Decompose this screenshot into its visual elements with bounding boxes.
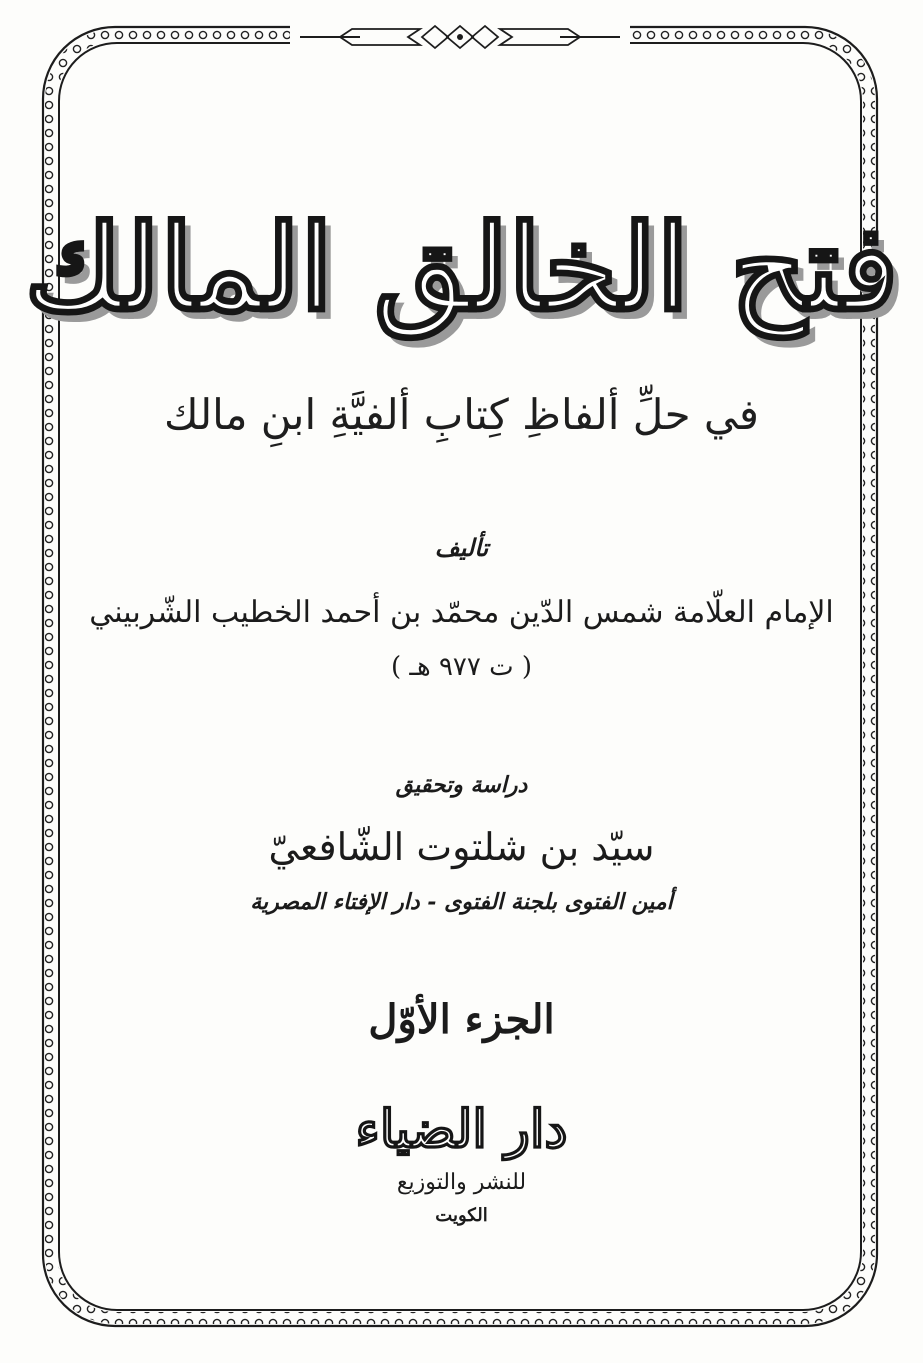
publisher-logo-text: دار الضياء [355, 1099, 568, 1160]
editor-name: سيّد بن شلتوت الشّافعيّ [268, 825, 655, 869]
publisher-subtitle: للنشر والتوزيع [396, 1170, 527, 1195]
author-death-date: ( ت ٩٧٧ هـ ) [390, 652, 533, 682]
book-subtitle: في حلِّ ألفاظِ كِتابِ ألفيَّةِ ابنِ مالك [163, 390, 760, 439]
book-title: فتح الخالق المالك [24, 198, 899, 337]
diamond-ornament-icon [290, 24, 630, 50]
editor-role: أمين الفتوى بلجنة الفتوى - دار الإفتاء المصرية [250, 889, 673, 915]
publisher-city: الكويت [435, 1205, 488, 1226]
volume-label: الجزء الأوّل [368, 996, 555, 1043]
author-label: تأليف [434, 533, 489, 562]
study-label: دراسة وتحقيق [395, 772, 528, 798]
author-name: الإمام العلّامة شمس الدّين محمّد بن أحمد الخطيب الشّربيني [89, 595, 834, 630]
